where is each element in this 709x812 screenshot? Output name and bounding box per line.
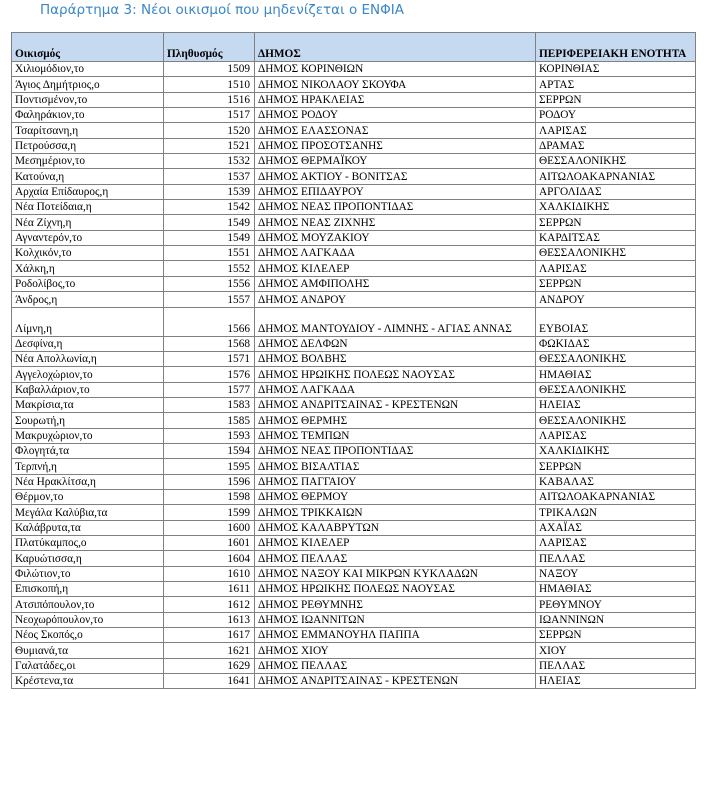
table-row: [12, 628, 696, 643]
settlement-cell: Μεσημέριον,το: [12, 154, 164, 169]
municipality-cell: ΔΗΜΟΣ ΚΙΛΕΛΕΡ: [255, 535, 536, 550]
population-cell: 1613: [164, 612, 255, 627]
regional-unit-cell: ΑΧΑΪΑΣ: [536, 520, 696, 535]
settlement-cell: Ατσιπόπουλον,το: [12, 597, 164, 612]
population-cell: 1549: [164, 230, 255, 245]
regional-unit-cell: ΧΙΟΥ: [536, 643, 696, 658]
table-row: [12, 582, 696, 597]
table-row: [12, 351, 696, 366]
table-row: [12, 612, 696, 627]
settlement-cell: Δεσφίνα,η: [12, 336, 164, 351]
regional-unit-cell: ΑΙΤΩΛΟΑΚΑΡΝΑΝΙΑΣ: [536, 169, 696, 184]
settlement-cell: Φιλώτιον,το: [12, 566, 164, 581]
settlement-cell: Πετρούσσα,η: [12, 138, 164, 153]
regional-unit-cell: ΕΥΒΟΙΑΣ: [536, 307, 696, 336]
regional-unit-cell: ΑΡΤΑΣ: [536, 77, 696, 92]
settlement-cell: Νέος Σκοπός,ο: [12, 628, 164, 643]
regional-unit-cell: ΣΕΡΡΩΝ: [536, 628, 696, 643]
table-row: [12, 643, 696, 658]
regional-unit-cell: ΝΑΞΟΥ: [536, 566, 696, 581]
municipality-cell: ΔΗΜΟΣ ΤΡΙΚΚΑΙΩΝ: [255, 505, 536, 520]
municipality-cell: ΔΗΜΟΣ ΜΟΥΖΑΚΙΟΥ: [255, 230, 536, 245]
population-cell: 1532: [164, 154, 255, 169]
regional-unit-cell: ΦΩΚΙΔΑΣ: [536, 336, 696, 351]
municipality-cell: ΔΗΜΟΣ ΡΟΔΟΥ: [255, 108, 536, 123]
municipality-cell: ΔΗΜΟΣ ΠΡΟΣΟΤΣΑΝΗΣ: [255, 138, 536, 153]
settlement-cell: Θέρμον,το: [12, 489, 164, 504]
document-title: Παράρτημα 3: Νέοι οικισμοί που μηδενίζεται ο ΕΝΦΙΑ: [40, 2, 404, 18]
table-row: [12, 215, 696, 230]
population-cell: 1594: [164, 443, 255, 458]
settlement-cell: Νεοχωρόπουλον,το: [12, 612, 164, 627]
municipality-cell: ΔΗΜΟΣ ΤΕΜΠΩΝ: [255, 428, 536, 443]
table-row: [12, 77, 696, 92]
settlement-cell: Καρυώτισσα,η: [12, 551, 164, 566]
regional-unit-cell: ΙΩΑΝΝΙΝΩΝ: [536, 612, 696, 627]
table-row: [12, 184, 696, 199]
regional-unit-cell: ΑΙΤΩΛΟΑΚΑΡΝΑΝΙΑΣ: [536, 489, 696, 504]
municipality-cell: ΔΗΜΟΣ ΜΑΝΤΟΥΔΙΟΥ - ΛΙΜΝΗΣ - ΑΓΙΑΣ ΑΝΝΑΣ: [255, 307, 536, 336]
population-cell: 1612: [164, 597, 255, 612]
population-cell: 1566: [164, 307, 255, 336]
municipality-cell: ΔΗΜΟΣ ΧΙΟΥ: [255, 643, 536, 658]
header-municipality: ΔΗΜΟΣ: [255, 33, 536, 62]
settlement-cell: Φλογητά,τα: [12, 443, 164, 458]
regional-unit-cell: ΘΕΣΣΑΛΟΝΙΚΗΣ: [536, 351, 696, 366]
municipality-cell: ΔΗΜΟΣ ΠΕΛΛΑΣ: [255, 658, 536, 673]
table-row: [12, 443, 696, 458]
population-cell: 1549: [164, 215, 255, 230]
population-cell: 1583: [164, 397, 255, 412]
regional-unit-cell: ΡΕΘΥΜΝΟΥ: [536, 597, 696, 612]
table-row: [12, 489, 696, 504]
municipality-cell: ΔΗΜΟΣ ΛΑΓΚΑΔΑ: [255, 382, 536, 397]
municipality-cell: ΔΗΜΟΣ ΙΩΑΝΝΙΤΩΝ: [255, 612, 536, 627]
settlement-cell: Μεγάλα Καλύβια,τα: [12, 505, 164, 520]
settlement-cell: Αγναντερόν,το: [12, 230, 164, 245]
population-cell: 1509: [164, 62, 255, 77]
municipality-cell: ΔΗΜΟΣ ΕΛΑΣΣΟΝΑΣ: [255, 123, 536, 138]
settlement-cell: Νέα Απολλωνία,η: [12, 351, 164, 366]
table-row: [12, 597, 696, 612]
population-cell: 1521: [164, 138, 255, 153]
settlement-cell: Καβαλλάριον,το: [12, 382, 164, 397]
regional-unit-cell: ΤΡΙΚΑΛΩΝ: [536, 505, 696, 520]
regional-unit-cell: ΗΜΑΘΙΑΣ: [536, 367, 696, 382]
settlement-cell: Επισκοπή,η: [12, 582, 164, 597]
table-row: [12, 397, 696, 412]
settlement-cell: Σουρωτή,η: [12, 413, 164, 428]
settlement-cell: Νέα Ζίχνη,η: [12, 215, 164, 230]
table-row: [12, 382, 696, 397]
municipality-cell: ΔΗΜΟΣ ΒΙΣΑΛΤΙΑΣ: [255, 459, 536, 474]
settlement-cell: Νέα Ηρακλίτσα,η: [12, 474, 164, 489]
population-cell: 1585: [164, 413, 255, 428]
municipality-cell: ΔΗΜΟΣ ΑΚΤΙΟΥ - ΒΟΝΙΤΣΑΣ: [255, 169, 536, 184]
population-cell: 1604: [164, 551, 255, 566]
settlement-cell: Άνδρος,η: [12, 292, 164, 307]
table-row: [12, 230, 696, 245]
table-row: [12, 336, 696, 351]
regional-unit-cell: ΠΕΛΛΑΣ: [536, 551, 696, 566]
settlement-cell: Ροδολίβος,το: [12, 276, 164, 291]
header-regional-unit: ΠΕΡΙΦΕΡΕΙΑΚΗ ΕΝΟΤΗΤΑ: [536, 33, 696, 62]
municipality-cell: ΔΗΜΟΣ ΔΕΛΦΩΝ: [255, 336, 536, 351]
table-row: [12, 261, 696, 276]
municipality-cell: ΔΗΜΟΣ ΠΑΓΓΑΙΟΥ: [255, 474, 536, 489]
municipality-cell: ΔΗΜΟΣ ΘΕΡΜΟΥ: [255, 489, 536, 504]
settlement-cell: Άγιος Δημήτριος,ο: [12, 77, 164, 92]
table-body: [12, 62, 696, 689]
table-row: [12, 520, 696, 535]
municipality-cell: ΔΗΜΟΣ ΝΕΑΣ ΠΡΟΠΟΝΤΙΔΑΣ: [255, 200, 536, 215]
regional-unit-cell: ΚΟΡΙΝΘΙΑΣ: [536, 62, 696, 77]
settlement-cell: Κολχικόν,το: [12, 246, 164, 261]
population-cell: 1617: [164, 628, 255, 643]
table-row: [12, 428, 696, 443]
table-row: [12, 138, 696, 153]
settlement-cell: Γαλατάδες,οι: [12, 658, 164, 673]
regional-unit-cell: ΑΝΔΡΟΥ: [536, 292, 696, 307]
municipality-cell: ΔΗΜΟΣ ΗΡΩΙΚΗΣ ΠΟΛΕΩΣ ΝΑΟΥΣΑΣ: [255, 367, 536, 382]
table-row: [12, 535, 696, 550]
population-cell: 1629: [164, 658, 255, 673]
table-row: [12, 367, 696, 382]
regional-unit-cell: ΘΕΣΣΑΛΟΝΙΚΗΣ: [536, 382, 696, 397]
municipality-cell: ΔΗΜΟΣ ΘΕΡΜΑΪΚΟΥ: [255, 154, 536, 169]
header-population: Πληθυσμός: [164, 33, 255, 62]
municipality-cell: ΔΗΜΟΣ ΝΕΑΣ ΖΙΧΝΗΣ: [255, 215, 536, 230]
population-cell: 1641: [164, 674, 255, 689]
regional-unit-cell: ΔΡΑΜΑΣ: [536, 138, 696, 153]
regional-unit-cell: ΣΕΡΡΩΝ: [536, 459, 696, 474]
settlement-cell: Θυμιανά,τα: [12, 643, 164, 658]
municipality-cell: ΔΗΜΟΣ ΝΕΑΣ ΠΡΟΠΟΝΤΙΔΑΣ: [255, 443, 536, 458]
settlement-cell: Λίμνη,η: [12, 307, 164, 336]
settlement-cell: Τερπνή,η: [12, 459, 164, 474]
population-cell: 1611: [164, 582, 255, 597]
regional-unit-cell: ΗΛΕΙΑΣ: [536, 674, 696, 689]
settlement-cell: Αρχαία Επίδαυρος,η: [12, 184, 164, 199]
table-row: [12, 276, 696, 291]
population-cell: 1600: [164, 520, 255, 535]
regional-unit-cell: ΘΕΣΣΑΛΟΝΙΚΗΣ: [536, 154, 696, 169]
population-cell: 1568: [164, 336, 255, 351]
regional-unit-cell: ΡΟΔΟΥ: [536, 108, 696, 123]
population-cell: 1601: [164, 535, 255, 550]
table-row: [12, 674, 696, 689]
settlements-table: [11, 32, 696, 689]
population-cell: 1595: [164, 459, 255, 474]
settlement-cell: Μακρυχώριον,το: [12, 428, 164, 443]
table-row: [12, 307, 696, 336]
population-cell: 1542: [164, 200, 255, 215]
municipality-cell: ΔΗΜΟΣ ΘΕΡΜΗΣ: [255, 413, 536, 428]
municipality-cell: ΔΗΜΟΣ ΚΟΡΙΝΘΙΩΝ: [255, 62, 536, 77]
table-row: [12, 108, 696, 123]
regional-unit-cell: ΛΑΡΙΣΑΣ: [536, 123, 696, 138]
table-header-row: [12, 33, 696, 62]
population-cell: 1539: [164, 184, 255, 199]
municipality-cell: ΔΗΜΟΣ ΗΡΩΙΚΗΣ ΠΟΛΕΩΣ ΝΑΟΥΣΑΣ: [255, 582, 536, 597]
regional-unit-cell: ΧΑΛΚΙΔΙΚΗΣ: [536, 200, 696, 215]
table-row: [12, 474, 696, 489]
table-row: [12, 123, 696, 138]
settlement-cell: Πλατύκαμπος,ο: [12, 535, 164, 550]
regional-unit-cell: ΛΑΡΙΣΑΣ: [536, 428, 696, 443]
settlement-cell: Αγγελοχώριον,το: [12, 367, 164, 382]
table-row: [12, 551, 696, 566]
regional-unit-cell: ΣΕΡΡΩΝ: [536, 276, 696, 291]
population-cell: 1557: [164, 292, 255, 307]
population-cell: 1537: [164, 169, 255, 184]
settlement-cell: Χάλκη,η: [12, 261, 164, 276]
population-cell: 1517: [164, 108, 255, 123]
municipality-cell: ΔΗΜΟΣ ΑΝΔΡΟΥ: [255, 292, 536, 307]
population-cell: 1577: [164, 382, 255, 397]
population-cell: 1621: [164, 643, 255, 658]
municipality-cell: ΔΗΜΟΣ ΝΑΞΟΥ ΚΑΙ ΜΙΚΡΩΝ ΚΥΚΛΑΔΩΝ: [255, 566, 536, 581]
municipality-cell: ΔΗΜΟΣ ΚΑΛΑΒΡΥΤΩΝ: [255, 520, 536, 535]
municipality-cell: ΔΗΜΟΣ ΝΙΚΟΛΑΟΥ ΣΚΟΥΦΑ: [255, 77, 536, 92]
settlement-cell: Χιλιομόδιον,το: [12, 62, 164, 77]
table-row: [12, 92, 696, 107]
settlement-cell: Κρέστενα,τα: [12, 674, 164, 689]
table-row: [12, 413, 696, 428]
population-cell: 1520: [164, 123, 255, 138]
settlement-cell: Ποντισμένον,το: [12, 92, 164, 107]
regional-unit-cell: ΘΕΣΣΑΛΟΝΙΚΗΣ: [536, 246, 696, 261]
table-row: [12, 459, 696, 474]
regional-unit-cell: ΛΑΡΙΣΑΣ: [536, 261, 696, 276]
settlement-cell: Φαληράκιον,το: [12, 108, 164, 123]
table-row: [12, 292, 696, 307]
table-row: [12, 566, 696, 581]
regional-unit-cell: ΧΑΛΚΙΔΙΚΗΣ: [536, 443, 696, 458]
municipality-cell: ΔΗΜΟΣ ΠΕΛΛΑΣ: [255, 551, 536, 566]
municipality-cell: ΔΗΜΟΣ ΚΙΛΕΛΕΡ: [255, 261, 536, 276]
settlement-cell: Νέα Ποτείδαια,η: [12, 200, 164, 215]
municipality-cell: ΔΗΜΟΣ ΡΕΘΥΜΝΗΣ: [255, 597, 536, 612]
regional-unit-cell: ΣΕΡΡΩΝ: [536, 215, 696, 230]
table-row: [12, 505, 696, 520]
settlement-cell: Τσαρίτσανη,η: [12, 123, 164, 138]
population-cell: 1556: [164, 276, 255, 291]
municipality-cell: ΔΗΜΟΣ ΕΠΙΔΑΥΡΟΥ: [255, 184, 536, 199]
settlement-cell: Κατούνα,η: [12, 169, 164, 184]
regional-unit-cell: ΘΕΣΣΑΛΟΝΙΚΗΣ: [536, 413, 696, 428]
settlement-cell: Καλάβρυτα,τα: [12, 520, 164, 535]
table-row: [12, 200, 696, 215]
header-settlement: Οικισμός: [12, 33, 164, 62]
regional-unit-cell: ΠΕΛΛΑΣ: [536, 658, 696, 673]
population-cell: 1599: [164, 505, 255, 520]
population-cell: 1510: [164, 77, 255, 92]
regional-unit-cell: ΗΛΕΙΑΣ: [536, 397, 696, 412]
municipality-cell: ΔΗΜΟΣ ΗΡΑΚΛΕΙΑΣ: [255, 92, 536, 107]
regional-unit-cell: ΚΑΡΔΙΤΣΑΣ: [536, 230, 696, 245]
population-cell: 1596: [164, 474, 255, 489]
table-row: [12, 658, 696, 673]
table-row: [12, 169, 696, 184]
population-cell: 1552: [164, 261, 255, 276]
municipality-cell: ΔΗΜΟΣ ΒΟΛΒΗΣ: [255, 351, 536, 366]
regional-unit-cell: ΣΕΡΡΩΝ: [536, 92, 696, 107]
regional-unit-cell: ΛΑΡΙΣΑΣ: [536, 535, 696, 550]
population-cell: 1551: [164, 246, 255, 261]
population-cell: 1571: [164, 351, 255, 366]
population-cell: 1610: [164, 566, 255, 581]
regional-unit-cell: ΗΜΑΘΙΑΣ: [536, 582, 696, 597]
table-row: [12, 246, 696, 261]
population-cell: 1593: [164, 428, 255, 443]
settlement-cell: Μακρίσια,τα: [12, 397, 164, 412]
municipality-cell: ΔΗΜΟΣ ΑΜΦΙΠΟΛΗΣ: [255, 276, 536, 291]
municipality-cell: ΔΗΜΟΣ ΛΑΓΚΑΔΑ: [255, 246, 536, 261]
population-cell: 1598: [164, 489, 255, 504]
population-cell: 1576: [164, 367, 255, 382]
regional-unit-cell: ΑΡΓΟΛΙΔΑΣ: [536, 184, 696, 199]
municipality-cell: ΔΗΜΟΣ ΑΝΔΡΙΤΣΑΙΝΑΣ - ΚΡΕΣΤΕΝΩΝ: [255, 674, 536, 689]
population-cell: 1516: [164, 92, 255, 107]
municipality-cell: ΔΗΜΟΣ ΑΝΔΡΙΤΣΑΙΝΑΣ - ΚΡΕΣΤΕΝΩΝ: [255, 397, 536, 412]
municipality-cell: ΔΗΜΟΣ ΕΜΜΑΝΟΥΗΛ ΠΑΠΠΑ: [255, 628, 536, 643]
table-row: [12, 62, 696, 77]
regional-unit-cell: ΚΑΒΑΛΑΣ: [536, 474, 696, 489]
table-row: [12, 154, 696, 169]
